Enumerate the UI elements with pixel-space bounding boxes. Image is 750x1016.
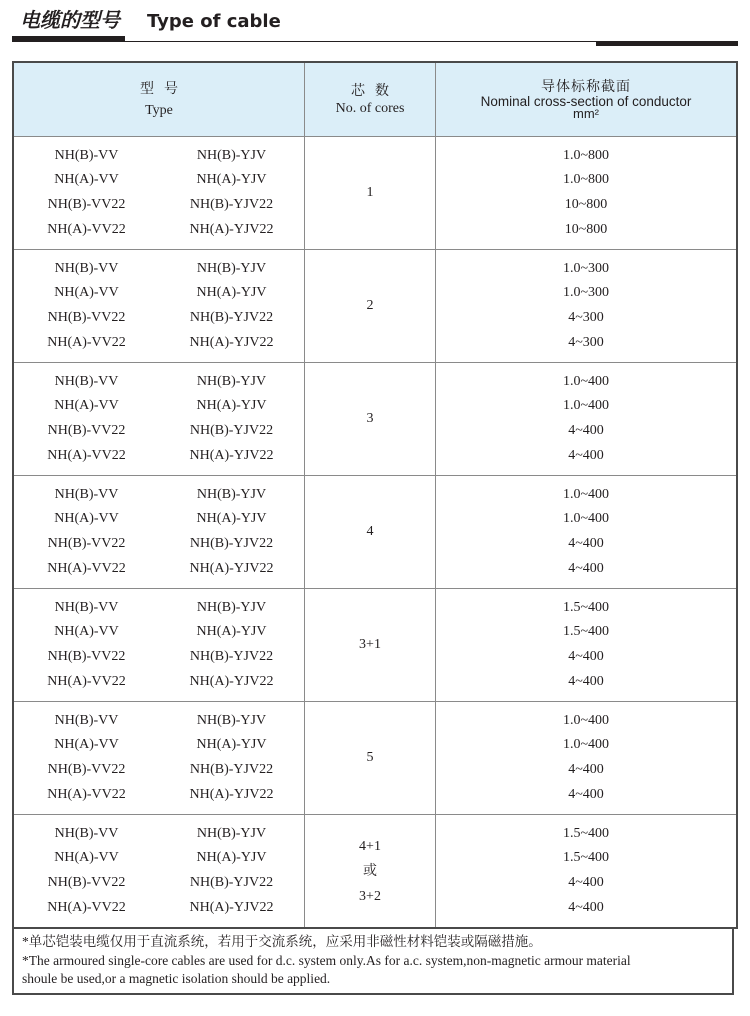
type-code: NH(B)-YJV22 xyxy=(189,649,274,664)
type-code: NH(A)-VV22 xyxy=(47,221,126,237)
type-code: NH(B)-VV xyxy=(54,599,119,615)
cell-cores xyxy=(305,363,436,476)
cores-value: 2 xyxy=(366,298,374,313)
type-code: NH(B)-YJV xyxy=(196,825,267,841)
type-code: NH(A)-VV xyxy=(54,172,119,188)
header-section-en: Nominal cross-section of conductor xyxy=(480,93,692,109)
type-code: NH(A)-YJV22 xyxy=(189,899,274,915)
title-chinese: 电缆的型号 xyxy=(20,8,120,32)
cores-value: 4 xyxy=(366,524,374,539)
cell-cores xyxy=(305,476,436,589)
type-code: NH(B)-YJV xyxy=(196,599,267,615)
type-code: NH(B)-YJV xyxy=(196,147,267,163)
type-code: NH(B)-VV22 xyxy=(47,536,126,551)
type-code: NH(B)-VV22 xyxy=(47,197,126,212)
cores-value: 5 xyxy=(366,750,374,765)
section-range: 4~300 xyxy=(568,334,604,350)
section-range: 1.0~300 xyxy=(562,260,610,276)
cell-types xyxy=(13,137,305,250)
section-range: 4~400 xyxy=(568,673,604,689)
type-code: NH(B)-VV22 xyxy=(47,310,126,325)
header-cores-en: No. of cores xyxy=(335,100,405,116)
type-code: NH(B)-VV xyxy=(54,147,119,163)
type-code: NH(A)-YJV22 xyxy=(189,786,274,802)
type-code: NH(A)-VV xyxy=(54,398,119,414)
note-english xyxy=(14,952,732,971)
type-code: NH(A)-YJV xyxy=(196,737,267,753)
type-code: NH(B)-YJV22 xyxy=(189,875,274,890)
header-type-en: Type xyxy=(145,102,173,118)
section-range: 4~400 xyxy=(568,875,604,890)
type-code: NH(A)-VV22 xyxy=(47,334,126,350)
type-code: NH(B)-YJV xyxy=(196,260,267,276)
cell-sections xyxy=(436,250,738,363)
table-row xyxy=(13,476,737,589)
table-row xyxy=(13,589,737,702)
cores-value: 4+1 xyxy=(359,838,381,854)
type-code: NH(A)-YJV22 xyxy=(189,334,274,350)
table-row xyxy=(13,702,737,815)
type-code: NH(B)-YJV xyxy=(196,373,267,389)
type-code: NH(A)-YJV22 xyxy=(189,221,274,237)
type-code: NH(A)-YJV22 xyxy=(189,447,274,463)
type-code: NH(B)-YJV xyxy=(196,486,267,502)
table-row xyxy=(13,363,737,476)
note-chinese-text: 单芯铠装电缆仅用于直流系统，若用于交流系统，应采用非磁性材料铠装或隔磁措施。 xyxy=(28,934,542,949)
table-header-row xyxy=(13,62,737,137)
cell-cores xyxy=(305,702,436,815)
type-code: NH(A)-VV22 xyxy=(47,786,126,802)
type-code: NH(A)-YJV xyxy=(196,850,267,866)
type-code: NH(B)-YJV22 xyxy=(189,762,274,777)
section-range: 1.0~400 xyxy=(562,373,610,389)
section-range: 1.5~400 xyxy=(562,850,610,866)
note-chinese xyxy=(14,933,732,952)
type-code: NH(A)-VV xyxy=(54,624,119,640)
cell-sections xyxy=(436,702,738,815)
cores-value: 3 xyxy=(366,411,374,426)
type-code: NH(A)-YJV xyxy=(196,624,267,640)
table-row xyxy=(13,815,737,929)
section-range: 1.5~400 xyxy=(562,599,610,615)
type-code: NH(B)-VV22 xyxy=(47,649,126,664)
table-row xyxy=(13,137,737,250)
type-code: NH(B)-VV22 xyxy=(47,875,126,890)
type-code: NH(B)-YJV22 xyxy=(189,197,274,212)
header-section-cn: 导体标称截面 xyxy=(541,79,631,95)
type-code: NH(B)-YJV22 xyxy=(189,536,274,551)
note-english-line1: The armoured single-core cables are used for d.c. system only.As for a.c. system,non-magnetic armour material xyxy=(28,952,631,968)
type-code: NH(A)-VV xyxy=(54,511,119,527)
section-range: 4~400 xyxy=(568,649,604,664)
header-cores xyxy=(305,62,436,137)
cores-value: 1 xyxy=(366,185,374,200)
section-range: 4~400 xyxy=(568,786,604,802)
type-code: NH(B)-YJV22 xyxy=(189,423,274,438)
section-range: 4~400 xyxy=(568,447,604,463)
section-range: 1.0~400 xyxy=(562,712,610,728)
title-english: Type of cable xyxy=(147,11,281,32)
section-range: 1.0~800 xyxy=(562,147,610,163)
cell-sections xyxy=(436,589,738,702)
section-range: 4~400 xyxy=(568,899,604,915)
header-type-cn: 型号 xyxy=(140,81,188,97)
type-code: NH(A)-VV22 xyxy=(47,673,126,689)
header-bar-right xyxy=(596,41,738,46)
type-code: NH(B)-VV22 xyxy=(47,423,126,438)
type-code: NH(A)-YJV xyxy=(196,398,267,414)
cell-types xyxy=(13,476,305,589)
cell-cores xyxy=(305,815,436,929)
notes-box xyxy=(12,927,734,995)
type-code: NH(A)-VV xyxy=(54,285,119,301)
section-range: 1.0~400 xyxy=(562,398,610,414)
header-section xyxy=(436,62,738,137)
section-range: 4~400 xyxy=(568,762,604,777)
type-code: NH(A)-VV22 xyxy=(47,447,126,463)
section-header xyxy=(0,0,750,48)
type-code: NH(A)-YJV22 xyxy=(189,560,274,576)
header-type xyxy=(13,62,305,137)
note-star: * xyxy=(22,934,29,949)
header-section-unit: mm² xyxy=(573,105,599,121)
section-range: 1.0~300 xyxy=(562,285,610,301)
section-range: 1.0~400 xyxy=(562,486,610,502)
section-range: 1.0~800 xyxy=(562,172,610,188)
section-range: 1.0~400 xyxy=(562,737,610,753)
section-range: 10~800 xyxy=(564,197,608,212)
cell-sections xyxy=(436,363,738,476)
type-code: NH(A)-YJV22 xyxy=(189,673,274,689)
cell-sections xyxy=(436,815,738,929)
section-range: 1.0~400 xyxy=(562,511,610,527)
cell-cores xyxy=(305,137,436,250)
cell-cores xyxy=(305,250,436,363)
type-code: NH(B)-YJV xyxy=(196,712,267,728)
type-code: NH(B)-VV xyxy=(54,373,119,389)
section-range: 10~800 xyxy=(564,221,608,237)
note-english-line2: shoule be used,or a magnetic isolation should be applied. xyxy=(22,971,331,986)
type-code: NH(A)-VV22 xyxy=(47,899,126,915)
type-code: NH(B)-VV xyxy=(54,825,119,841)
cell-types xyxy=(13,702,305,815)
table-row xyxy=(13,250,737,363)
cell-sections xyxy=(436,137,738,250)
type-code: NH(A)-VV22 xyxy=(47,560,126,576)
cores-value: 3+1 xyxy=(359,637,381,652)
cell-types xyxy=(13,815,305,929)
type-code: NH(B)-VV xyxy=(54,486,119,502)
section-range: 1.5~400 xyxy=(562,624,610,640)
section-range: 4~300 xyxy=(568,310,604,325)
note-star: * xyxy=(22,952,29,968)
section-range: 4~400 xyxy=(568,423,604,438)
cable-type-table xyxy=(12,61,738,929)
type-code: NH(A)-YJV xyxy=(196,285,267,301)
cell-types xyxy=(13,589,305,702)
type-code: NH(A)-VV xyxy=(54,850,119,866)
section-range: 4~400 xyxy=(568,536,604,551)
type-code: NH(A)-YJV xyxy=(196,511,267,527)
type-code: NH(B)-YJV22 xyxy=(189,310,274,325)
cell-types xyxy=(13,363,305,476)
cell-types xyxy=(13,250,305,363)
cell-cores xyxy=(305,589,436,702)
cell-sections xyxy=(436,476,738,589)
type-code: NH(A)-YJV xyxy=(196,172,267,188)
cores-value: 或 xyxy=(363,863,377,879)
header-cores-cn: 芯数 xyxy=(351,83,399,99)
type-code: NH(A)-VV xyxy=(54,737,119,753)
cores-value: 3+2 xyxy=(359,888,381,904)
section-range: 1.5~400 xyxy=(562,825,610,841)
type-code: NH(B)-VV xyxy=(54,260,119,276)
section-range: 4~400 xyxy=(568,560,604,576)
type-code: NH(B)-VV22 xyxy=(47,762,126,777)
type-code: NH(B)-VV xyxy=(54,712,119,728)
